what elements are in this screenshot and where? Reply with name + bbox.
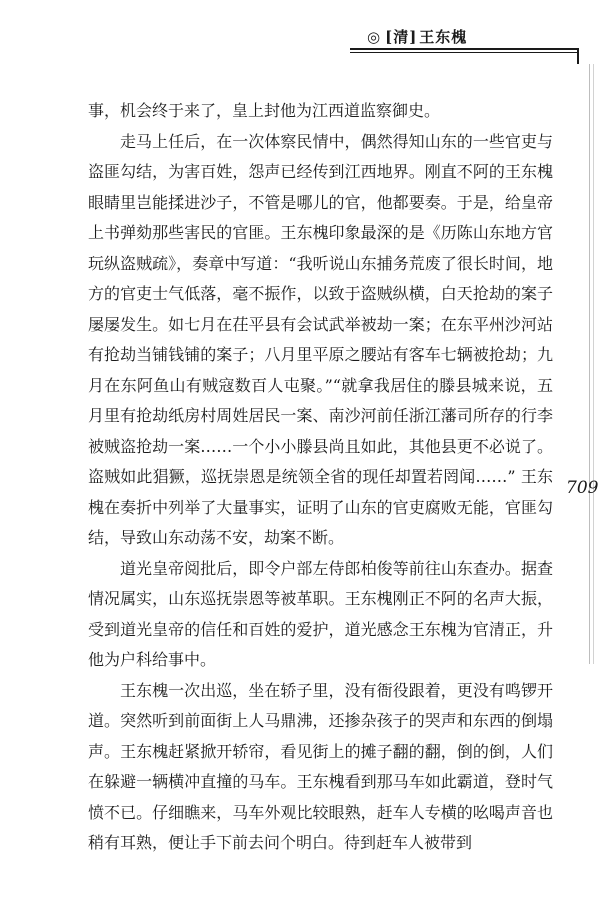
side-margin-rule-secondary [593,64,594,664]
page-number: 709 [566,478,599,498]
header-corner-rule [577,48,579,64]
paragraph: 王东槐一次出巡，坐在轿子里，没有衙役跟着，更没有鸣锣开道。突然听到前面街上人马鼎沸，还掺杂孩子的哭声和东西的倒塌声。王东槐赶紧掀开轿帘，看见街上的摊子翻的翻，倒的倒，人们在躲避一辆横冲直撞的马车。王东槐看到那马车如此霸道，登时气愤不已。仔细瞧来，马车外观比较眼熟，赶车人专横的吆喝声音也稍有耳熟，便让手下前去问个明白。待到赶车人被带到 [88,680,553,852]
header-rule [350,48,578,50]
running-header [0,0,606,80]
body-text [88,96,553,859]
paragraph: 道光皇帝阅批后，即令户部左侍郎柏俊等前往山东查办。据查情况属实，山东巡抚崇恩等被革职。王东槐刚正不阿的名声大振，受到道光皇帝的信任和百姓的爱护，道光感念王东槐为官清正，升他为户科给事中。 [88,558,553,669]
paragraph: 走马上任后，在一次体察民情中，偶然得知山东的一些官吏与盗匪勾结，为害百姓，怨声已经传到江西地界。刚直不阿的王东槐眼睛里岂能揉进沙子，不管是哪儿的官，他都要奏。于是，给皇帝上书弹劾那些害民的官匪。王东槐印象最深的是《历陈山东地方官玩纵盗贼疏》，奏章中写道：“我听说山东捕务荒废了很长时间，地方的官吏士气低落，毫不振作，以致于盗贼纵横，白天抢劫的案子屡屡发生。如七月在茌平县有会试武举被劫一案；在东平州沙河站有抢劫当铺钱铺的案子；八月里平原之腰站有客车七辆被抢劫；九月在东阿鱼山有贼寇数百人屯聚。”“就拿我居住的滕县城来说，五月里有抢劫纸房村周姓居民一案、南沙河前任浙江藩司所存的行李被贼盗抢劫一案……一个小小滕县尚且如此，其他县更不必说了。盗贼如此猖獗，巡抚崇恩是统领全省的现任却置若罔闻……” 王东槐在奏折中列举了大量事实，证明了山东的官吏腐败无能，官匪勾结，导致山东动荡不安，劫案不断。 [88,131,553,547]
paragraph-continuation: 事，机会终于来了，皇上封他为江西道监察御史。 [88,101,441,120]
side-margin-rule [589,64,590,664]
header-dynasty: [清] [385,28,418,46]
header-name: 王东槐 [419,28,468,46]
ornament-icon: ◎ [367,28,382,46]
header-rule-thin [350,52,578,53]
header-title [367,26,467,47]
